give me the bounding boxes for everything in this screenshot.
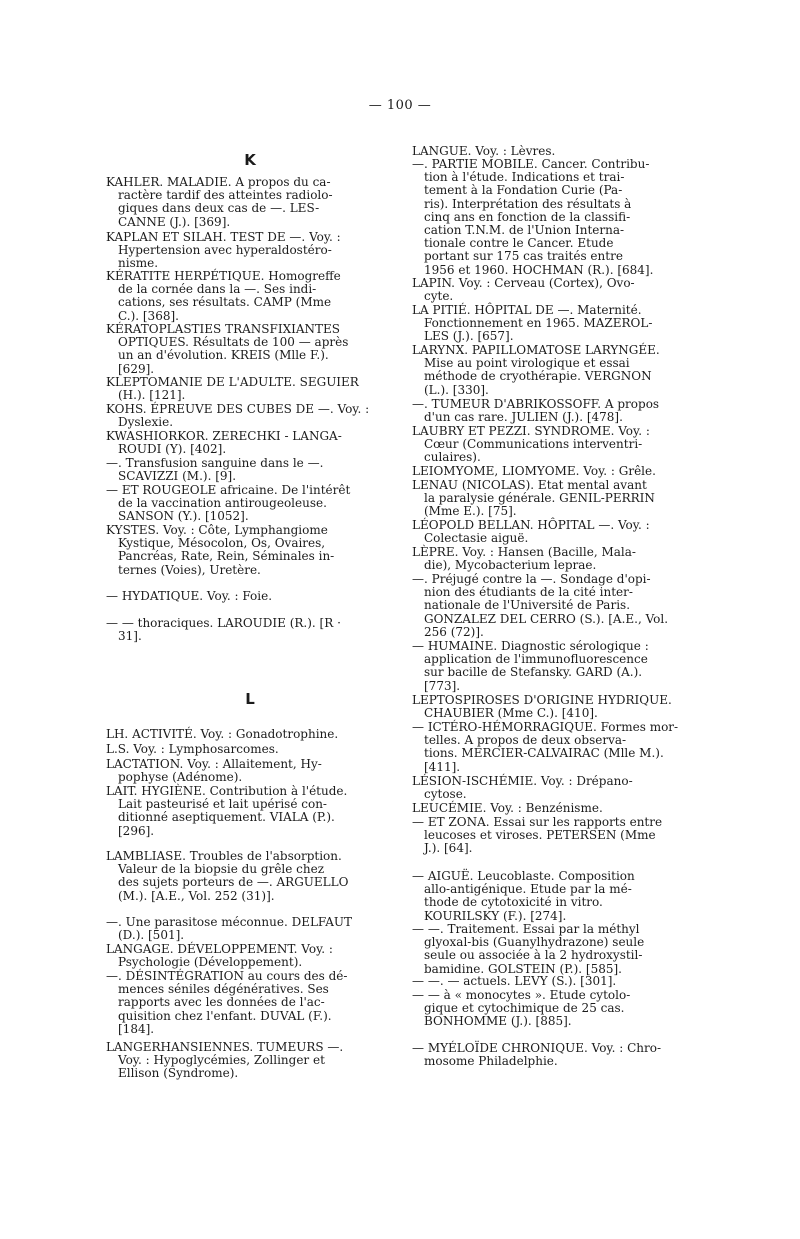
entry-continuation-line: leucoses et viroses. PETERSEN (Mme	[424, 828, 656, 843]
entry-headword-line: LÉOPOLD BELLAN. HÔPITAL —. Voy. :	[412, 518, 650, 532]
entry-continuation-line: ternes (Voies), Uretère.	[118, 562, 261, 577]
index-entry	[412, 573, 696, 639]
index-entry	[412, 802, 696, 815]
entry-continuation-line: BONHOMME (J.). [885].	[424, 1014, 572, 1029]
entry-headword-line: — —. Traitement. Essai par la méthyl	[412, 922, 640, 936]
entry-continuation-line: cations, ses résultats. CAMP (Mme	[118, 295, 332, 310]
entry-continuation-line: LES (J.). [657].	[424, 329, 514, 344]
index-entry	[106, 323, 394, 376]
entry-continuation-line: méthode de cryothérapie. VERGNON	[424, 369, 652, 384]
index-entry	[106, 617, 394, 643]
entry-continuation-line: (H.). [121].	[118, 388, 186, 403]
entry-continuation-line: de la cornée dans la —. Ses indi-	[118, 282, 317, 297]
index-entry	[106, 376, 394, 402]
entry-continuation-line: ditionné aseptiquement. VIALA (P.).	[118, 810, 335, 825]
index-entry	[106, 916, 394, 942]
entry-headword-line: — ET ZONA. Essai sur les rapports entre	[412, 815, 663, 829]
entry-continuation-line: Fonctionnement en 1965. MAZEROL-	[424, 316, 653, 331]
index-entry	[412, 989, 696, 1029]
entry-continuation-line: ris). Interprétation des résultats à	[424, 196, 632, 211]
entry-continuation-line: [411].	[424, 759, 461, 774]
entry-headword-line: — — à « monocytes ». Etude cytolo-	[412, 988, 631, 1002]
entry-continuation-line: culaires).	[424, 450, 481, 465]
entry-headword-line: LA PITIÉ. HÔPITAL DE —. Maternité.	[412, 303, 642, 317]
entry-continuation-line: tions. MERCIER-CALVAIRAC (Mlle M.).	[424, 746, 664, 761]
index-entry	[106, 457, 394, 483]
index-entry	[412, 479, 696, 519]
entry-continuation-line: KOURILSKY (F.). [274].	[424, 908, 567, 923]
entry-continuation-line: GONZALEZ DEL CERRO (S.). [A.E., Vol.	[424, 611, 669, 626]
index-entry	[412, 519, 696, 545]
entry-headword-line: KLEPTOMANIE DE L'ADULTE. SEGUIER	[106, 375, 359, 389]
entry-continuation-line: Lait pasteurisé et lait upérisé con-	[118, 797, 327, 812]
index-entry	[106, 850, 394, 903]
entry-headword-line: LEIOMYOME, LIOMYOME. Voy. : Grêle.	[412, 464, 656, 478]
entry-headword-line: KYSTES. Voy. : Côte, Lymphangiome	[106, 523, 328, 537]
entry-continuation-line: rapports avec les données de l'ac-	[118, 995, 325, 1010]
entry-continuation-line: allo-antigénique. Etude par la mé-	[424, 882, 632, 897]
index-entry	[412, 775, 696, 801]
entry-continuation-line: (M.). [A.E., Vol. 252 (31)].	[118, 888, 275, 903]
entry-continuation-line: [296].	[118, 823, 155, 838]
index-entry	[106, 403, 394, 429]
entry-continuation-line: SCAVIZZI (M.). [9].	[118, 469, 237, 484]
index-entry	[412, 425, 696, 465]
entry-continuation-line: telles. A propos de deux observa-	[424, 733, 627, 748]
entry-continuation-line: nationale de l'Université de Paris.	[424, 598, 631, 613]
entry-continuation-line: glyoxal-bis (Guanylhydrazone) seule	[424, 935, 645, 950]
index-entry	[412, 975, 696, 988]
index-entry	[106, 270, 394, 323]
entry-continuation-line: Pancréas, Rate, Rein, Séminales in-	[118, 549, 335, 564]
index-entry	[106, 970, 394, 1036]
index-entry	[412, 465, 696, 478]
entry-headword-line: LAUBRY ET PEZZI. SYNDROME. Voy. :	[412, 424, 650, 438]
entry-continuation-line: (Mme E.). [75].	[424, 504, 517, 519]
entry-headword-line: LENAU (NICOLAS). Etat mental avant	[412, 478, 647, 492]
entry-headword-line: — HUMAINE. Diagnostic sérologique :	[412, 639, 649, 653]
index-entry	[412, 546, 696, 572]
entry-headword-line: LÉSION-ISCHÉMIE. Voy. : Drépano-	[412, 774, 633, 788]
entry-continuation-line: application de l'immunofluorescence	[424, 652, 648, 667]
entry-continuation-line: CANNE (J.). [369].	[118, 214, 231, 229]
entry-continuation-line: thode de cytotoxicité in vitro.	[424, 895, 603, 910]
index-entry	[106, 743, 394, 756]
entry-continuation-line: de la vaccination antirougeoleuse.	[118, 496, 327, 511]
page-number: — 100 —	[368, 98, 432, 113]
index-entry	[412, 721, 696, 774]
entry-continuation-line: seule ou associée à la 2 hydroxystil-	[424, 948, 643, 963]
entry-continuation-line: ROUDI (Y). [402].	[118, 442, 227, 457]
entry-continuation-line: C.). [368].	[118, 308, 179, 323]
entry-headword-line: KÉRATITE HERPÉTIQUE. Homogreffe	[106, 269, 341, 283]
entry-headword-line: —. DÉSINTÉGRATION au cours des dé-	[106, 969, 348, 983]
entry-continuation-line: cation T.N.M. de l'Union Interna-	[424, 223, 625, 238]
entry-continuation-line: quisition chez l'enfant. DUVAL (F.).	[118, 1008, 332, 1023]
entry-headword-line: LEUCÉMIE. Voy. : Benzénisme.	[412, 801, 603, 815]
entry-continuation-line: [184].	[118, 1021, 155, 1036]
entry-headword-line: LAMBLIASE. Troubles de l'absorption.	[106, 849, 342, 863]
index-entry	[106, 943, 394, 969]
entry-headword-line: KAHLER. MALADIE. A propos du ca-	[106, 175, 331, 189]
entry-continuation-line: (D.). [501].	[118, 928, 185, 943]
index-entry	[106, 728, 394, 741]
entry-headword-line: —. PARTIE MOBILE. Cancer. Contribu-	[412, 157, 650, 171]
entry-headword-line: LAPIN. Voy. : Cerveau (Cortex), Ovo-	[412, 276, 635, 290]
index-entry	[412, 640, 696, 693]
entry-continuation-line: Mise au point virologique et essai	[424, 356, 630, 371]
entry-continuation-line: la paralysie générale. GENIL-PERRIN	[424, 491, 655, 506]
entry-headword-line: LANGAGE. DÉVELOPPEMENT. Voy. :	[106, 942, 333, 956]
entry-continuation-line: 256 (72)].	[424, 624, 484, 639]
index-entry	[412, 923, 696, 976]
entry-continuation-line: 31].	[118, 629, 142, 644]
index-entry	[412, 694, 696, 720]
index-entry	[106, 785, 394, 838]
index-entry	[106, 590, 394, 603]
entry-continuation-line: cyte.	[424, 289, 454, 304]
index-entry	[106, 1041, 394, 1081]
entry-continuation-line: Dyslexie.	[118, 415, 174, 430]
entry-continuation-line: tionale contre le Cancer. Etude	[424, 236, 614, 251]
entry-headword-line: — — thoraciques. LAROUDIE (R.). [R ·	[106, 616, 341, 630]
index-entry	[412, 398, 696, 424]
index-entry	[412, 870, 696, 923]
entry-continuation-line: tement à la Fondation Curie (Pa-	[424, 183, 623, 198]
entry-headword-line: — MYÉLOÏDE CHRONIQUE. Voy. : Chro-	[412, 1041, 662, 1055]
entry-headword-line: LÈPRE. Voy. : Hansen (Bacille, Mala-	[412, 545, 636, 559]
index-entry	[412, 158, 696, 277]
entry-continuation-line: des sujets porteurs de —. ARGUELLO	[118, 875, 349, 890]
entry-headword-line: LANGERHANSIENNES. TUMEURS —.	[106, 1040, 344, 1054]
entry-headword-line: — ET ROUGEOLE africaine. De l'intérêt	[106, 483, 351, 497]
index-entry	[106, 231, 394, 271]
entry-continuation-line: giques dans deux cas de —. LES-	[118, 201, 320, 216]
entry-continuation-line: Ellison (Syndrome).	[118, 1066, 239, 1081]
index-entry	[106, 430, 394, 456]
entry-headword-line: L.S. Voy. : Lymphosarcomes.	[106, 742, 279, 756]
entry-continuation-line: Voy. : Hypoglycémies, Zollinger et	[118, 1053, 325, 1068]
entry-continuation-line: J.). [64].	[424, 841, 473, 856]
entry-continuation-line: sur bacille de Stefansky. GARD (A.).	[424, 665, 643, 680]
entry-headword-line: — AIGUË. Leucoblaste. Composition	[412, 869, 635, 883]
entry-continuation-line: Hypertension avec hyperaldostéro-	[118, 243, 332, 258]
entry-continuation-line: un an d'évolution. KREIS (Mlle F.).	[118, 348, 329, 363]
entry-continuation-line: Psychologie (Développement).	[118, 955, 303, 970]
entry-continuation-line: gique et cytochimique de 25 cas.	[424, 1001, 625, 1016]
entry-headword-line: LACTATION. Voy. : Allaitement, Hy-	[106, 757, 322, 771]
entry-continuation-line: d'un cas rare. JULIEN (J.). [478].	[424, 410, 623, 425]
entry-continuation-line: mosome Philadelphie.	[424, 1054, 558, 1069]
entry-headword-line: LAIT. HYGIÈNE. Contribution à l'étude.	[106, 784, 348, 798]
entry-continuation-line: cinq ans en fonction de la classifi-	[424, 209, 631, 224]
entry-headword-line: —. TUMEUR D'ABRIKOSSOFF. A propos	[412, 397, 660, 411]
entry-continuation-line: Kystique, Mésocolon, Os, Ovaires,	[118, 536, 326, 551]
entry-continuation-line: pophyse (Adénome).	[118, 770, 243, 785]
entry-continuation-line: nion des étudiants de la cité inter-	[424, 585, 633, 600]
entry-continuation-line: [629].	[118, 361, 155, 376]
entry-headword-line: KÉRATOPLASTIES TRANSFIXIANTES	[106, 322, 341, 336]
entry-continuation-line: (L.). [330].	[424, 382, 489, 397]
entry-continuation-line: nisme.	[118, 256, 159, 271]
entry-headword-line: KAPLAN ET SILAH. TEST DE —. Voy. :	[106, 230, 341, 244]
entry-continuation-line: ractère tardif des atteintes radiolo-	[118, 188, 333, 203]
entry-continuation-line: OPTIQUES. Résultats de 100 — après	[118, 335, 349, 350]
entry-headword-line: KOHS. ÉPREUVE DES CUBES DE —. Voy. :	[106, 402, 370, 416]
entry-continuation-line: tion à l'étude. Indications et trai-	[424, 170, 625, 185]
entry-headword-line: —. Préjugé contre la —. Sondage d'opi-	[412, 572, 651, 586]
entry-continuation-line: Colectasie aiguë.	[424, 531, 529, 546]
index-entry	[412, 344, 696, 397]
entry-headword-line: — ICTÉRO-HÉMORRAGIQUE. Formes mor-	[412, 720, 679, 734]
entry-headword-line: KWASHIORKOR. ZERECHKI - LANGA-	[106, 429, 342, 443]
entry-continuation-line: Valeur de la biopsie du grêle chez	[118, 862, 325, 877]
entry-headword-line: LARYNX. PAPILLOMATOSE LARYNGÉE.	[412, 343, 660, 357]
entry-continuation-line: 1956 et 1960. HOCHMAN (R.). [684].	[424, 262, 654, 277]
index-entry	[412, 304, 696, 344]
index-entry	[106, 484, 394, 524]
entry-continuation-line: Cœur (Communications interventri-	[424, 437, 643, 452]
entry-continuation-line: CHAUBIER (Mme C.). [410].	[424, 706, 598, 721]
entry-continuation-line: SANSON (Y.). [1052].	[118, 509, 249, 524]
entry-continuation-line: mences séniles dégénératives. Ses	[118, 982, 329, 997]
entry-continuation-line: bamidine. GOLSTEIN (P.). [585].	[424, 961, 622, 976]
index-entry	[412, 816, 696, 856]
entry-headword-line: LANGUE. Voy. : Lèvres.	[412, 144, 556, 158]
entry-headword-line: LH. ACTIVITÉ. Voy. : Gonadotrophine.	[106, 727, 339, 741]
index-entry	[412, 277, 696, 303]
entry-continuation-line: die), Mycobacterium leprae.	[424, 558, 597, 573]
index-entry	[106, 524, 394, 577]
entry-continuation-line: [773].	[424, 678, 461, 693]
entry-headword-line: — HYDATIQUE. Voy. : Foie.	[106, 589, 273, 603]
section-letter-k: K	[244, 151, 256, 169]
index-entry	[412, 1042, 696, 1068]
index-entry	[106, 758, 394, 784]
entry-headword-line: — —. — actuels. LEVY (S.). [301].	[412, 974, 617, 988]
section-letter-l: L	[245, 690, 255, 708]
entry-headword-line: —. Une parasitose méconnue. DELFAUT	[106, 915, 352, 929]
index-entry	[106, 176, 394, 229]
entry-continuation-line: portant sur 175 cas traités entre	[424, 249, 623, 264]
entry-headword-line: LEPTOSPIROSES D'ORIGINE HYDRIQUE.	[412, 693, 672, 707]
entry-headword-line: —. Transfusion sanguine dans le —.	[106, 456, 324, 470]
entry-continuation-line: cytose.	[424, 787, 467, 802]
